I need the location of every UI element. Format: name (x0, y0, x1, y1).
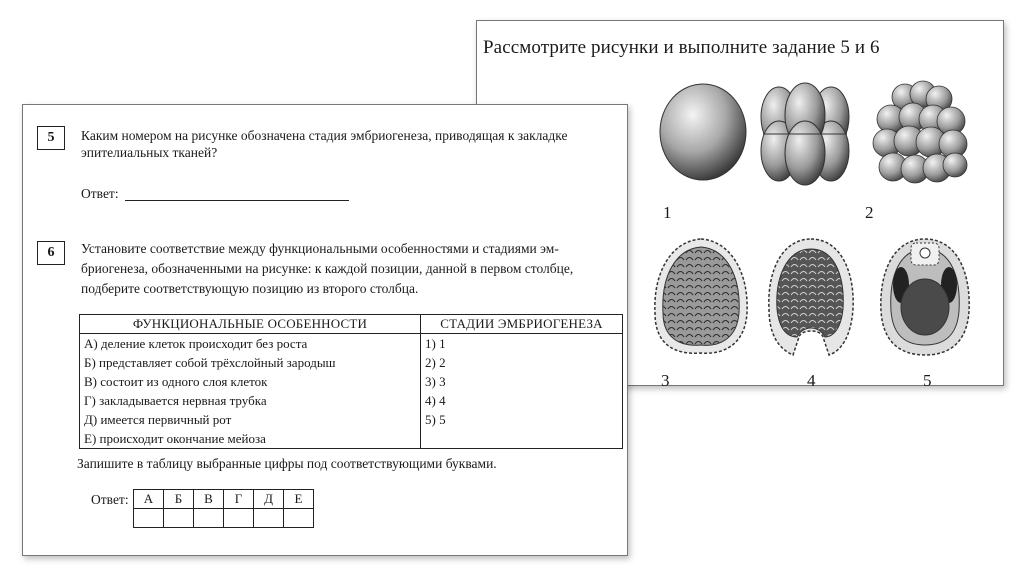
question-5-line-2: эпителиальных тканей? (81, 145, 218, 160)
neurula-figure (875, 233, 975, 359)
answer-column-g: Г (224, 490, 254, 509)
question-6-line-1: Установите соответствие между функциональными особенностями и стадиями эм- (81, 241, 559, 256)
table-row (80, 410, 623, 429)
question-6-answer-label: Ответ: (91, 492, 129, 507)
figure-label-3: 3 (661, 371, 670, 390)
question-6-instruction: Запишите в таблицу выбранные цифры под соответствующими буквами. (77, 456, 497, 471)
answer-grid-header (134, 490, 314, 509)
table-row (80, 353, 623, 372)
answer-grid-inputs (134, 509, 314, 528)
figure-label-2: 2 (865, 203, 874, 222)
figure-title: Рассмотрите рисунки и выполните задание 5 и 6 (483, 37, 880, 58)
answer-cell-d[interactable] (254, 509, 284, 528)
stage-cell: 4) 4 (421, 391, 623, 410)
feature-cell: В) состоит из одного слоя клеток (80, 372, 421, 391)
answer-column-e: Е (284, 490, 314, 509)
question-sheet (22, 104, 628, 556)
question-6-line-2: бриогенеза, обозначенными на рисунке: к каждой позиции, данной в первом столбце, (81, 261, 574, 276)
stage-cell: 2) 2 (421, 353, 623, 372)
cleavage-figure (759, 79, 851, 187)
stage-cell: 3) 3 (421, 372, 623, 391)
table-row (80, 429, 623, 449)
zygote-figure (657, 81, 749, 183)
figure-label-4: 4 (807, 371, 816, 390)
answer-column-a: А (134, 490, 164, 509)
question-5-answer-label: Ответ: (81, 186, 119, 201)
feature-cell: А) деление клеток происходит без роста (80, 334, 421, 354)
table-row (80, 334, 623, 354)
feature-cell: Е) происходит окончание мейоза (80, 429, 421, 449)
question-5-line-1: Каким номером на рисунке обозначена стадия эмбриогенеза, приводящая к закладке (81, 128, 568, 143)
header-functional-features: ФУНКЦИОНАЛЬНЫЕ ОСОБЕННОСТИ (80, 315, 421, 334)
answer-column-b: Б (164, 490, 194, 509)
question-5-answer-field[interactable] (125, 200, 349, 201)
stage-cell: 1) 1 (421, 334, 623, 354)
feature-cell: Б) представляет собой трёхслойный зародыш (80, 353, 421, 372)
answer-cell-e[interactable] (284, 509, 314, 528)
gastrula-figure (763, 233, 859, 359)
answer-cell-v[interactable] (194, 509, 224, 528)
answer-cell-g[interactable] (224, 509, 254, 528)
morula-figure (871, 79, 971, 191)
header-embryogenesis-stages: СТАДИИ ЭМБРИОГЕНЕЗА (421, 315, 623, 334)
matching-table (79, 314, 623, 449)
feature-cell: Г) закладывается нервная трубка (80, 391, 421, 410)
feature-cell: Д) имеется первичный рот (80, 410, 421, 429)
table-row (80, 372, 623, 391)
blastula-figure (649, 233, 753, 359)
figure-label-5: 5 (923, 371, 932, 390)
answer-column-v: В (194, 490, 224, 509)
answer-cell-b[interactable] (164, 509, 194, 528)
question-6-line-3: подберите соответствующую позицию из второго столбца. (81, 281, 419, 296)
stage-cell: 5) 5 (421, 410, 623, 429)
question-6-number: 6 (37, 241, 65, 265)
answer-column-d: Д (254, 490, 284, 509)
answer-grid (133, 489, 314, 528)
stage-cell (421, 429, 623, 449)
matching-table-header (80, 315, 623, 334)
figure-label-1: 1 (663, 203, 672, 222)
answer-cell-a[interactable] (134, 509, 164, 528)
question-5-number: 5 (37, 126, 65, 150)
table-row (80, 391, 623, 410)
